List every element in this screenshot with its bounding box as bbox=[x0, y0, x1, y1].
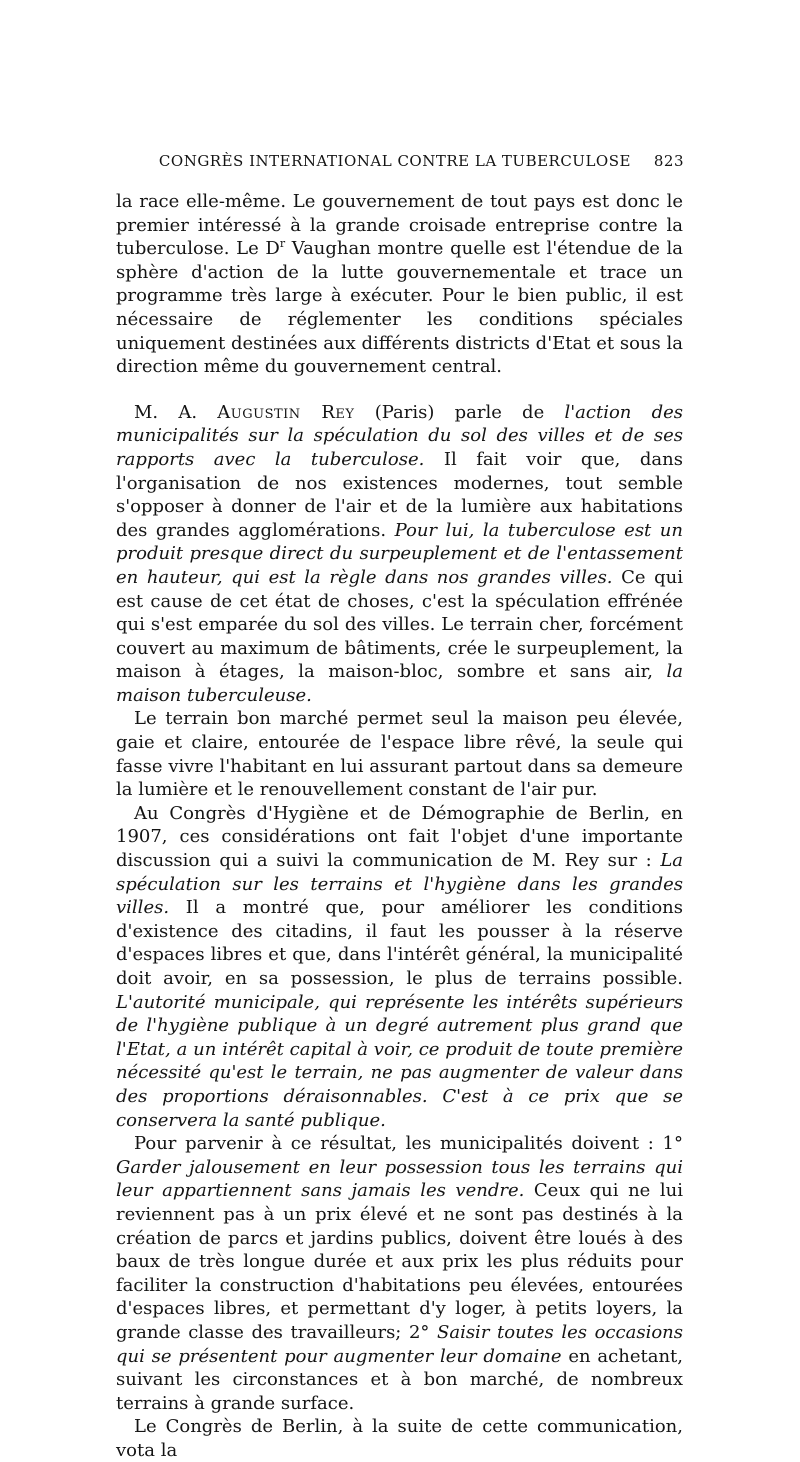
paragraph-2 bbox=[116, 401, 683, 708]
italic-text: la maison tuberculeuse. bbox=[116, 661, 683, 706]
superscript: r bbox=[279, 237, 286, 251]
italic-text: La spéculation sur les terrains et l'hygiène dans les grandes villes. bbox=[116, 850, 683, 919]
paragraph-4 bbox=[116, 802, 683, 1132]
running-title: CONGRÈS INTERNATIONAL CONTRE LA TUBERCULOSE bbox=[158, 152, 631, 170]
text-run: (Paris) parle de bbox=[354, 401, 565, 423]
paragraph-6 bbox=[116, 1415, 683, 1462]
body-text bbox=[116, 190, 683, 1462]
text-run: la race elle-même. Le gouvernement de tout pays est donc le premier intéressé à la grande croisade entreprise contre la tuberculose. Le D bbox=[116, 191, 683, 260]
italic-text: L'autorité municipale, qui représente les intérêts supérieurs de l'hygiène publique à un degré autrement plus grand que l'Etat, a un intérêt capital à voir, ce produit de toute première nécessité qu'est le terrain, ne pas augmenter de valeur dans des proportions déraisonnables. C'est à ce prix que se conservera la santé publique. bbox=[116, 991, 683, 1131]
paragraph-gap bbox=[116, 379, 683, 401]
speaker-initial: M. A. bbox=[134, 401, 218, 423]
text-run: Pour parvenir à ce résultat, les municipalités doivent : 1° bbox=[134, 1133, 683, 1155]
text-run: Vaughan montre quelle est l'étendue de la sphère d'action de la lutte gouvernementale et trace un programme très large à exécuter. Pour le bien public, il est nécessaire de réglementer les conditions spéciales uniquement destinées aux différents districts d'Etat et sous la direction même du gouvernement central. bbox=[116, 238, 683, 378]
italic-text: Saisir toutes les occasions qui se présentent pour augmenter leur domaine bbox=[116, 1321, 683, 1367]
text-run: Ce qui est cause de cet état de choses, c'est la spéculation effrénée qui s'est emparée du sol des villes. Le terrain cher, forcément couvert au maximum de bâtiments, crée le surpeuplement, la maison à étages, la maison-bloc, sombre et sans air, bbox=[116, 566, 683, 683]
text-run: Au Congrès d'Hygiène et de Démographie de Berlin, en 1907, ces considérations ont fait l'objet d'une importante discussion qui a suivi la communication de M. Rey sur : bbox=[116, 802, 683, 872]
paragraph-5 bbox=[116, 1132, 683, 1415]
page-number: 823 bbox=[653, 152, 684, 170]
text-run: Il a montré que, pour améliorer les conditions d'existence des citadins, il faut les pousser à la réserve d'espaces libres et que, dans l'intérêt général, la municipalité doit avoir, en sa possession, le plus de terrains possible. bbox=[116, 897, 683, 989]
text-run: Il fait voir que, dans l'organisation de nos existences modernes, tout semble s'opposer à donner de l'air et de la lumière aux habitations des grandes agglomérations. bbox=[116, 448, 683, 541]
italic-text: l'action des municipalités sur la spéculation du sol des villes et de ses rapports avec la tuberculose. bbox=[116, 401, 683, 470]
running-header bbox=[116, 150, 684, 174]
paragraph-3 bbox=[116, 707, 683, 801]
italic-text: Pour lui, la tuberculose est un produit presque direct du surpeuplement et de l'entassement en hauteur, qui est la règle dans nos grandes villes. bbox=[116, 519, 683, 588]
italic-text: Garder jalousement en leur possession tous les terrains qui leur appartiennent sans jamais les vendre. bbox=[116, 1156, 683, 1202]
speaker-name: Augustin Rey bbox=[217, 401, 355, 423]
text-run: Le terrain bon marché permet seul la maison peu élevée, gaie et claire, entourée de l'espace libre rêvé, la seule qui fasse vivre l'habitant en lui assurant partout dans sa demeure la lumière et le renouvellement constant de l'air pur. bbox=[116, 708, 683, 801]
text-run: Ceux qui ne lui reviennent pas à un prix élevé et ne sont pas destinés à la création de parcs et jardins publics, doivent être loués à des baux de très longue durée et aux prix les plus réduits pour faciliter la construction d'habitations peu élevées, entourées d'espaces libres, et permettant d'y loger, à petits loyers, la grande classe des travailleurs; 2° bbox=[116, 1180, 683, 1343]
paragraph-1 bbox=[116, 190, 683, 379]
text-run: Le Congrès de Berlin, à la suite de cette communication, vota la bbox=[116, 1416, 683, 1461]
text-run: en achetant, suivant les circonstances et à bon marché, de nombreux terrains à grande surface. bbox=[116, 1345, 683, 1414]
